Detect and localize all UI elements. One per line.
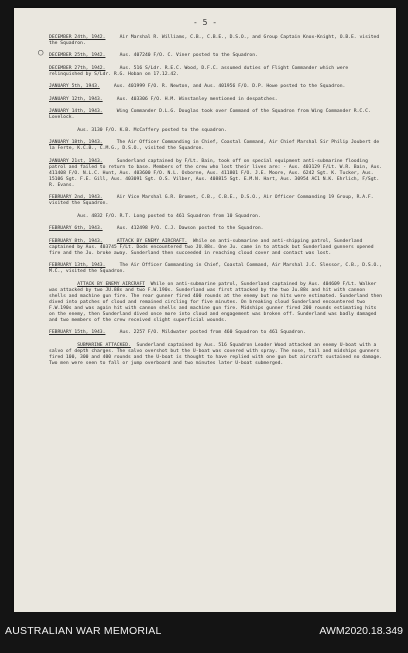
entry-text: While on anti-submarine and anti-shipping patrol, Sunderland captained by Aus. 403745 F/Lt. Dods encountered two JU.88s. One Ju. came in to attack but Sunderland gunners opened fire and the Ju. broke away. Sunderland then succeeded in reaching cloud cover and contact was lost. bbox=[49, 238, 377, 256]
entry-date: JANUARY 12th, 1943. bbox=[49, 96, 103, 102]
entry-text: Aus. 407240 F/O. C. Viner posted to the Squadron. bbox=[105, 53, 258, 59]
record-entry bbox=[49, 84, 384, 90]
record-entry bbox=[49, 97, 384, 103]
record-entry bbox=[49, 128, 384, 134]
record-entry bbox=[49, 159, 384, 189]
record-entry bbox=[49, 343, 384, 367]
entry-date: JANUARY 14th, 1943. bbox=[49, 109, 103, 115]
entry-date: JANUARY 21st, 1943. bbox=[49, 158, 103, 164]
entry-date: FEBRUARY 6th, 1943. bbox=[49, 226, 103, 232]
entry-date: JANUARY 18th, 1943. bbox=[49, 140, 103, 146]
entry-date: FEBRUARY 2nd, 1943. bbox=[49, 195, 103, 201]
entry-text: The Air Officer Commanding in Chief, Coastal Command, Air Marshal J.C. Slessor, C.B., D.S.O., M.C., visited the Squadron. bbox=[49, 263, 385, 275]
entry-text: Aus. 403306 F/O. H.M. Winstanley mentioned in despatches. bbox=[102, 96, 278, 102]
entry-text: Aus. 4832 F/O. R.T. Long posted to 461 Squadron from 10 Squadron. bbox=[49, 213, 261, 219]
punch-hole-icon: ○ bbox=[38, 48, 44, 58]
entry-heading: ATTACK BY ENEMY AIRCRAFT bbox=[77, 281, 145, 287]
record-entry bbox=[49, 330, 384, 336]
record-entry bbox=[49, 35, 384, 47]
entry-text: Wing Commander D.L.G. Douglas took over Command of the Squadron from Wing Commander R.C.C. Lovelock. bbox=[49, 109, 374, 121]
entry-text: Air Marshal R. Williams, C.B., C.B.E., D.S.O., and Group Captain Knox-Knight, O.B.E. visited the Squadron. bbox=[49, 35, 383, 47]
record-entries bbox=[49, 35, 384, 373]
entry-heading: ATTACK BY ENEMY AIRCRAFT. bbox=[116, 238, 188, 244]
entry-text: Aus. 516 S/Ldr. R.E.C. Wood, D.F.C. assumed duties of Flight Commander which were relinquished by S/Ldr. R.G. Hoban on 17.12.42. bbox=[49, 65, 351, 77]
entry-text: While on anti-submarine patrol, Sunderland captained by Aus. 404609 F/Lt. Walker was attacked by two JU.88s and two F.W.190s. Sunderland was first attacked by the two Ju.88s and hit with cannon shells and machine gun fire. The rear gunner fired 400 rounds at the enemy but no hits were estimated. Sunderland then dived into patches of cloud and remained circling for five minutes. On breaking cloud Sunderland encountered two F.W.190s and was again hit with cannon shells and machine gun fire. Midships gunner fired 200 rounds estimating hits on the enemy, then Sunderland dived once more into cloud and engagement was broken off. Sunderland was badly damaged and two members of the crew received slight superficial wounds. bbox=[49, 281, 385, 323]
entry-text: Sunderland captained by Aus. 516 Squadron Leader Wood attacked an enemy U-boat with a salvo of depth charges. The salvo overshot but the U-boat was covered with spray. The nose, tail and midships gunners fired 100, 300 and 400 rounds and the U-boat is thought to have replied with one gun but aircraft sustained no damage. Two men were seen to fall or jump overboard and two minutes later U-boat submerged. bbox=[49, 342, 385, 366]
record-entry bbox=[49, 66, 384, 78]
record-entry bbox=[49, 140, 384, 152]
entry-text: Aus. 412498 P/O. C.J. Dawson posted to the Squadron. bbox=[102, 226, 264, 232]
entry-text: Aus. 2257 F/O. Mildwater posted from 460 Squadron to 461 Squadron. bbox=[105, 330, 306, 336]
entry-text: Aus. 401999 F/O. R. Newton, and Aus. 401956 F/O. D.P. Howe posted to the Squadron. bbox=[99, 84, 346, 90]
entry-date: FEBRUARY 13th, 1943. bbox=[49, 263, 106, 269]
entry-date: FEBRUARY 15th, 1943. bbox=[49, 330, 106, 336]
entry-text: Air Vice Marshal G.R. Bromet, C.B., C.B.E., D.S.O., Air Officer Commanding 19 Group, R.A.F. visited the Squadron. bbox=[49, 195, 377, 207]
entry-date: DECEMBER 24th, 1942. bbox=[49, 35, 106, 40]
entry-date: DECEMBER 27th, 1942. bbox=[49, 65, 106, 71]
record-entry bbox=[49, 53, 384, 59]
entry-text: Aus. 3130 F/O. K.B. McCaffery posted to the squadron. bbox=[49, 127, 227, 133]
record-entry bbox=[49, 263, 384, 275]
record-entry bbox=[49, 195, 384, 207]
record-entry bbox=[49, 109, 384, 121]
entry-date: DECEMBER 25th, 1942. bbox=[49, 53, 106, 59]
record-entry bbox=[49, 226, 384, 232]
institution-name: AUSTRALIAN WAR MEMORIAL bbox=[5, 625, 162, 637]
entry-date: FEBRUARY 8th, 1943. bbox=[49, 238, 103, 244]
document-page bbox=[14, 8, 396, 612]
footer-bar bbox=[0, 612, 408, 653]
entry-heading: SUBMARINE ATTACKED. bbox=[77, 342, 131, 348]
entry-date: JANUARY 5th, 1943. bbox=[49, 84, 100, 90]
record-entry bbox=[49, 214, 384, 220]
page-number: - 5 - bbox=[192, 18, 218, 27]
record-entry bbox=[49, 239, 384, 257]
entry-text: Sunderland captained by F/Lt. Bain, took off on special equipment anti-submarine flooding patrol and failed to return to base. Members of the crew who lost their lives are: - Aus. 403129 F/Lt. W.R. Bain, Aus. 411408 F/O. N.L.C. Hunt, Aus. 403600 F/O. N.L. Osborne, Aus. 411801 F/O. J.E. Moore, Aus. 6242 Sgt. K. Tucker, Aus. 15106 Sgt. F.E. Gill, Aus. 403091 Sgt. O.S. Vilber, Aus. 408815 Sgt. E.M.N. Hart, Aus. 30954 AC1 N.K. Ehrlich, F/Sgt. R. Evans. bbox=[49, 158, 385, 188]
item-reference: AWM2020.18.349 bbox=[319, 625, 403, 637]
record-entry bbox=[49, 282, 384, 324]
entry-text: The Air Officer Commanding in Chief, Coastal Command, Air Chief Marshal Sir Philip Joubert de la Ferte, K.C.B., C.M.G., D.S.O., visited the Squadron. bbox=[49, 140, 383, 152]
